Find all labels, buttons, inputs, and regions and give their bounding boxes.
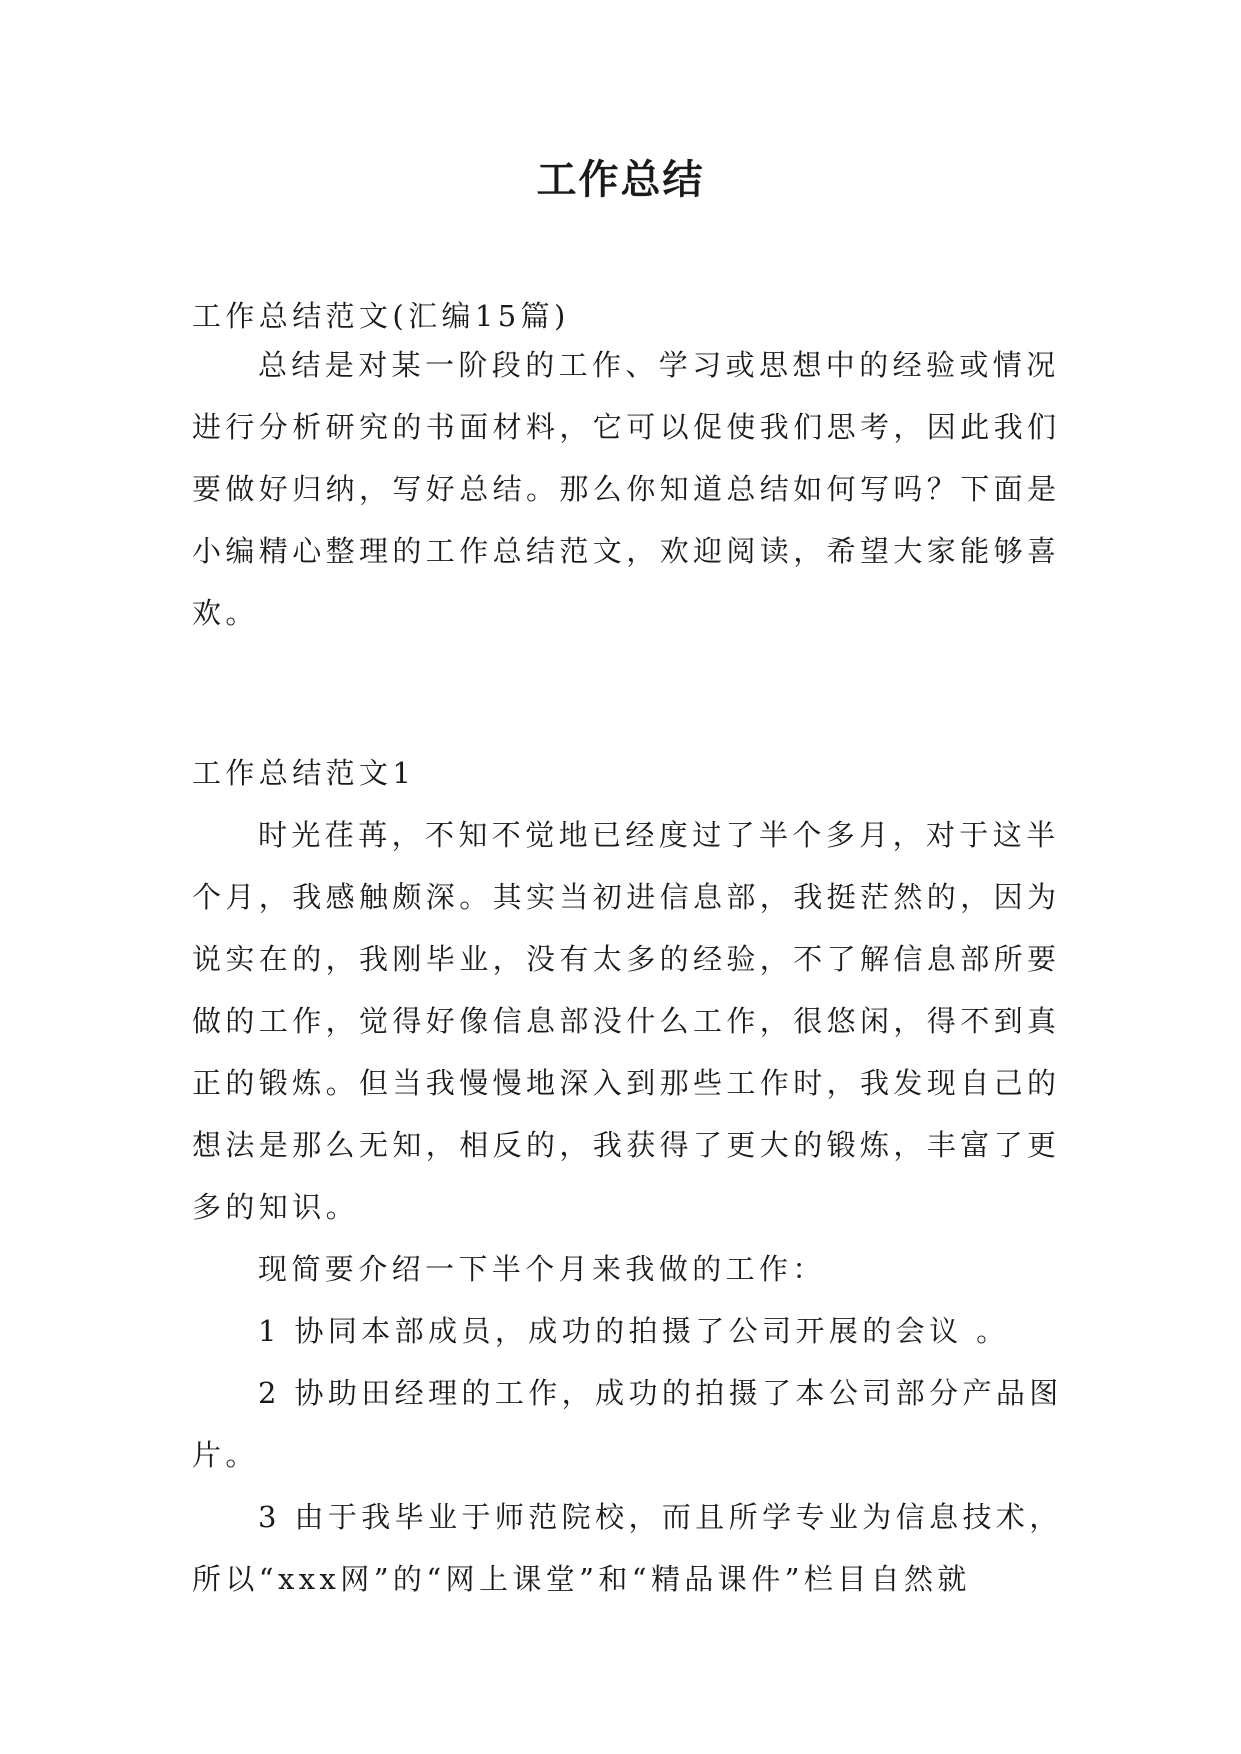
list-item: 3 由于我毕业于师范院校，而且所学专业为信息技术，: [258, 1500, 1063, 1534]
paragraph-line: 要做好归纳，写好总结。那么你知道总结如何写吗？下面是: [192, 472, 1061, 506]
paragraph-line: 正的锻炼。但当我慢慢地深入到那些工作时，我发现自己的: [192, 1066, 1061, 1100]
paragraph-line: 说实在的，我刚毕业，没有太多的经验，不了解信息部所要: [192, 942, 1061, 976]
paragraph-line: 欢。: [192, 596, 259, 630]
paragraph-line: 想法是那么无知，相反的，我获得了更大的锻炼，丰富了更: [192, 1128, 1061, 1162]
paragraph-line: 多的知识。: [192, 1190, 360, 1224]
paragraph-line: 小编精心整理的工作总结范文，欢迎阅读，希望大家能够喜: [192, 534, 1061, 568]
list-item-continuation: 片。: [192, 1438, 259, 1472]
section-heading: 工作总结范文1: [192, 756, 416, 790]
subtitle-line: 工作总结范文(汇编15篇): [192, 299, 570, 333]
paragraph-line: 时光荏苒，不知不觉地已经度过了半个多月，对于这半: [258, 818, 1060, 852]
paragraph-line: 总结是对某一阶段的工作、学习或思想中的经验或情况: [258, 348, 1060, 382]
list-item-continuation: 所以“xxx网”的“网上课堂”和“精品课件”栏目自然就: [192, 1562, 971, 1596]
list-item: 2 协助田经理的工作，成功的拍摄了本公司部分产品图: [258, 1376, 1063, 1410]
paragraph-line: 做的工作，觉得好像信息部没什么工作，很悠闲，得不到真: [192, 1004, 1061, 1038]
document-title: 工作总结: [536, 157, 705, 203]
list-item: 1 协同本部成员，成功的拍摄了公司开展的会议 。: [258, 1314, 1010, 1348]
paragraph-line: 进行分析研究的书面材料，它可以促使我们思考，因此我们: [192, 410, 1061, 444]
paragraph-line: 个月，我感触颇深。其实当初进信息部，我挺茫然的，因为: [192, 880, 1061, 914]
paragraph-line: 现简要介绍一下半个月来我做的工作：: [258, 1252, 826, 1286]
